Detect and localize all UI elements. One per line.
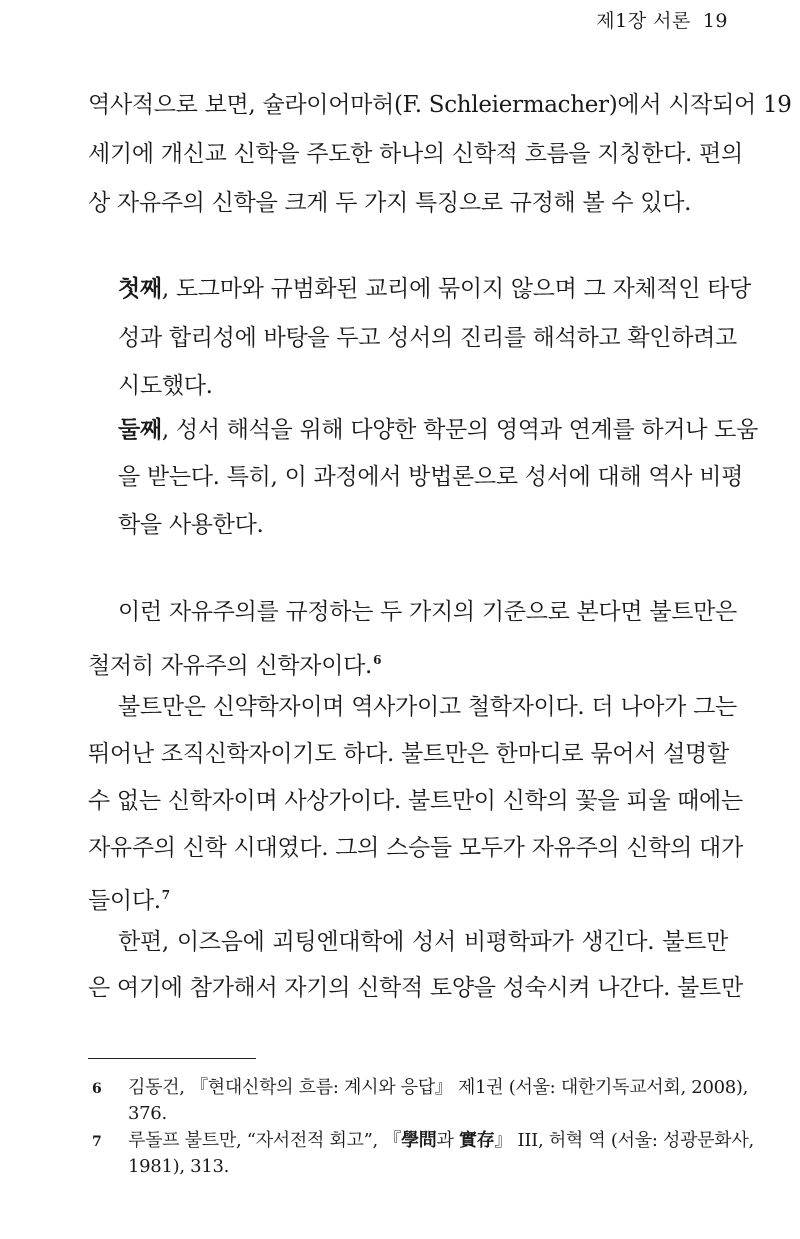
paragraph-line: 철저히 자유주의 신학자이다.$^6$ [88, 653, 382, 679]
footnote-ref-7[interactable]: 7 [161, 888, 170, 902]
paragraph-line: 자유주의 신학 시대였다. 그의 스승들 모두가 자유주의 신학의 대가 [88, 835, 743, 861]
paragraph-line: 수 없는 신학자이며 사상가이다. 불트만이 신학의 꽃을 피울 때에는 [88, 788, 743, 814]
paragraph-line: 상 자유주의 신학을 크게 두 가지 특징으로 규정해 볼 수 있다. [88, 190, 692, 216]
first-lead: 첫째 [118, 275, 162, 302]
paragraph-line: 성과 합리성에 바탕을 두고 성서의 진리를 해석하고 확인하려고 [118, 325, 737, 351]
footnote-7-line: 1981), 313. [128, 1156, 230, 1177]
paragraph-line: 학을 사용한다. [118, 512, 264, 538]
footnote-7-line: 루돌프 불트만, “자서전적 회고”, 『學問과 實存』 III, 허혁 역 (서울: 성광문화사, [128, 1130, 754, 1151]
footnote-divider [88, 1058, 256, 1059]
first-feature-line: 첫째, 도그마와 규범화된 교리에 묶이지 않으며 그 자체적인 타당 [118, 275, 751, 302]
running-head [596, 6, 728, 33]
second-lead: 둘째 [118, 416, 162, 443]
footnote-number: 6 [92, 1081, 102, 1097]
footnote-number: 7 [92, 1134, 102, 1150]
paragraph-line: 이런 자유주의를 규정하는 두 가지의 기준으로 본다면 불트만은 [118, 599, 737, 625]
second-feature-line: 둘째, 성서 해석을 위해 다양한 학문의 영역과 연계를 하거나 도움 [118, 416, 758, 443]
paragraph-line: 을 받는다. 특히, 이 과정에서 방법론으로 성서에 대해 역사 비평 [118, 464, 744, 490]
paragraph-line: 세기에 개신교 신학을 주도한 하나의 신학적 흐름을 지칭한다. 편의 [88, 141, 743, 167]
footnote-ref-6[interactable]: 6 [373, 653, 382, 667]
paragraph-line: 뛰어난 조직신학자이기도 하다. 불트만은 한마디로 묶어서 설명할 [88, 741, 729, 767]
footnote-6-line: 376. [128, 1103, 167, 1124]
paragraph-line: 불트만은 신약학자이며 역사가이고 철학자이다. 더 나아가 그는 [118, 694, 737, 720]
footnote-6-line: 김동건, 『현대신학의 흐름: 계시와 응답』 제1권 (서울: 대한기독교서회, 2008), [128, 1077, 749, 1098]
paragraph-line: 시도했다. [118, 373, 213, 399]
paragraph-line: 들이다.$^7$ [88, 888, 170, 914]
page-number: 19 [702, 10, 728, 32]
paragraph-line: 은 여기에 참가해서 자기의 신학적 토양을 성숙시켜 나간다. 불트만 [88, 975, 743, 1001]
paragraph-line: 한편, 이즈음에 괴팅엔대학에 성서 비평학파가 생긴다. 불트만 [118, 929, 728, 955]
chapter-title: 제1장 서론 [596, 10, 691, 32]
paragraph-line: 역사적으로 보면, 슐라이어마허(F. Schleiermacher)에서 시작되어 19 [88, 92, 792, 118]
